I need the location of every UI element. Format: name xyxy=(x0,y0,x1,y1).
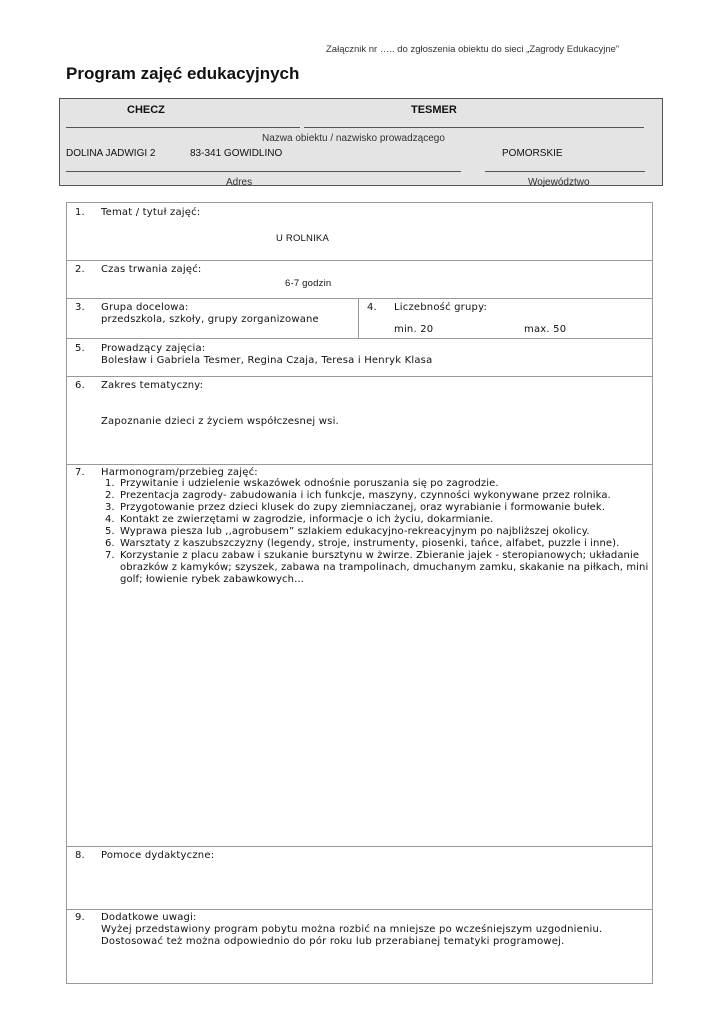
program-table xyxy=(66,202,653,984)
row-number: 5. xyxy=(75,343,85,354)
attachment-note: Załącznik nr ….. do zgłoszenia obiektu do sieci „Zagrody Edukacyjne” xyxy=(326,44,620,55)
row-number: 9. xyxy=(75,912,85,923)
name-underline-left xyxy=(66,127,300,128)
group-value: przedszkola, szkoły, grupy zorganizowane xyxy=(101,314,319,325)
notes-line-1: Wyżej przedstawiony program pobytu można rozbić na mniejsze po wcześniejszym uzgodnieniu. xyxy=(101,924,603,935)
notes-line-2: Dostosować też można odpowiednio do pór roku lub przerabianej tematyki programowej. xyxy=(101,936,565,947)
name-caption: Nazwa obiektu / nazwisko prowadzącego xyxy=(262,133,445,144)
address-city: 83-341 GOWIDLINO xyxy=(190,148,283,159)
duration-label: Czas trwania zajęć: xyxy=(101,264,202,275)
row-number: 7. xyxy=(75,467,85,478)
duration-value: 6-7 godzin xyxy=(285,278,332,289)
row-number: 6. xyxy=(75,380,85,391)
owner-last-name: TESMER xyxy=(411,104,457,116)
group-size-min: min. 20 xyxy=(394,324,434,335)
row-duration xyxy=(67,261,652,299)
row-group xyxy=(67,299,652,339)
voivodeship-value: POMORSKIE xyxy=(502,148,563,159)
group-size-label: Liczebność grupy: xyxy=(394,302,488,313)
address-caption: Adres xyxy=(226,177,253,188)
row-notes xyxy=(67,910,652,983)
schedule-item: 2. Prezentacja zagrody- zabudowania i ich funkcje, maszyny, czynności wykonywane przez rolnika. xyxy=(118,490,663,502)
leaders-value: Bolesław i Gabriela Tesmer, Regina Czaja, Teresa i Henryk Klasa xyxy=(101,355,433,366)
aids-label: Pomoce dydaktyczne: xyxy=(101,850,215,861)
row-topic xyxy=(67,203,652,261)
owner-info-box xyxy=(59,98,663,186)
row-number: 3. xyxy=(75,302,85,313)
group-label: Grupa docelowa: xyxy=(101,302,189,313)
schedule-item: 4. Kontakt ze zwierzętami w zagrodzie, informacje o ich życiu, dokarmianie. xyxy=(118,514,663,526)
row-number: 4. xyxy=(367,302,377,313)
row-number: 2. xyxy=(75,264,85,275)
schedule-item: 1. Przywitanie i udzielenie wskazówek odnośnie poruszania się po zagrodzie. xyxy=(118,478,663,490)
scope-label: Zakres tematyczny: xyxy=(101,380,204,391)
row-aids xyxy=(67,847,652,910)
address-underline xyxy=(66,171,461,172)
schedule-item: 3. Przygotowanie przez dzieci klusek do zupy ziemniaczanej, oraz wyrabianie i formowanie bułek. xyxy=(118,502,663,514)
row-scope xyxy=(67,377,652,465)
schedule-label: Harmonogram/przebieg zajęć: xyxy=(101,467,258,478)
row-schedule xyxy=(67,465,652,847)
leaders-label: Prowadzący zajęcia: xyxy=(101,343,206,354)
schedule-item: 6. Warsztaty z kaszubszczyzny (legendy, stroje, instrumenty, piosenki, tańce, alfabet, puzzle i inne). xyxy=(118,538,663,550)
voivodeship-underline xyxy=(485,171,645,172)
page-title: Program zajęć edukacyjnych xyxy=(66,64,300,83)
name-underline-right xyxy=(304,127,644,128)
owner-first-name: CHECZ xyxy=(127,104,165,116)
schedule-list xyxy=(101,478,663,586)
topic-label: Temat / tytuł zajęć: xyxy=(101,207,201,218)
voivodeship-caption: Województwo xyxy=(528,177,590,188)
row-leaders xyxy=(67,339,652,377)
topic-value: U ROLNIKA xyxy=(276,233,330,244)
group-size-max: max. 50 xyxy=(524,324,567,335)
schedule-item: 7. Korzystanie z placu zabaw i szukanie bursztynu w żwirze. Zbieranie jajek - steropianowych; układanie obrazków z kamyków; szyszek, zabawa na trampolinach, dmuchanym zamku, skakanie na piłkach, mini golf; łowienie rybek zabawkowych… xyxy=(118,550,663,586)
notes-label: Dodatkowe uwagi: xyxy=(101,912,197,923)
scope-value: Zapoznanie dzieci z życiem współczesnej wsi. xyxy=(101,416,339,427)
row-number: 8. xyxy=(75,850,85,861)
schedule-item: 5. Wyprawa piesza lub ,,agrobusem” szlakiem edukacyjno-rekreacyjnym po najbliższej okolicy. xyxy=(118,526,663,538)
row-number: 1. xyxy=(75,207,85,218)
address-street: DOLINA JADWIGI 2 xyxy=(66,148,156,159)
cell-divider xyxy=(358,299,359,338)
